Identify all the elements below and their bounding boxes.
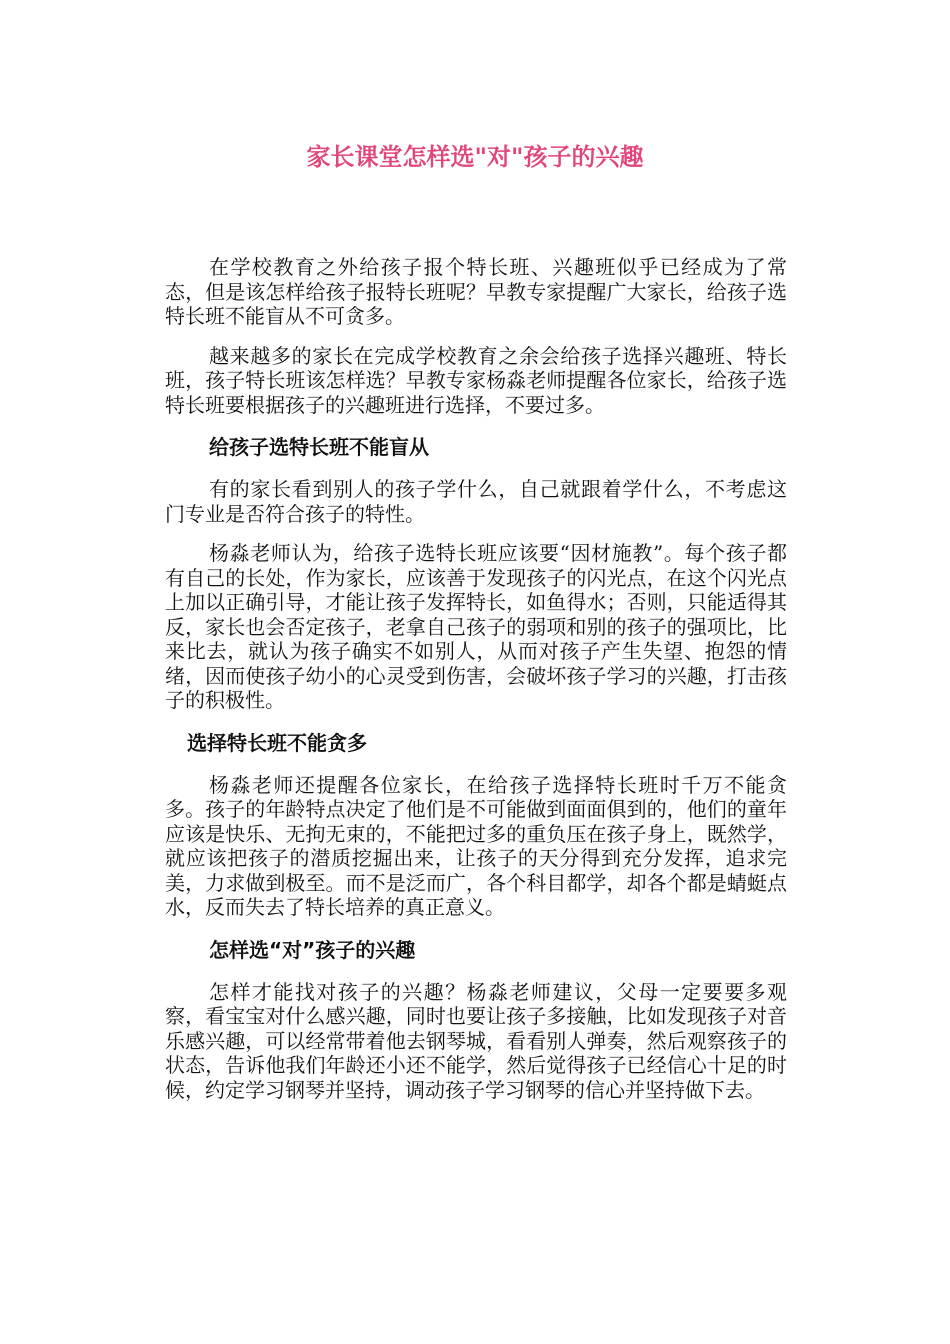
paragraph-intro-1: 在学校教育之外给孩子报个特长班、兴趣班似乎已经成为了常态，但是该怎样给孩子报特长班呢？早教专家提醒广大家长，给孩子选特长班不能盲从不可贪多。	[165, 255, 787, 328]
paragraph-section2-1: 杨淼老师还提醒各位家长，在给孩子选择特长班时千万不能贪多。孩子的年龄特点决定了他们是不可能做到面面俱到的，他们的童年应该是快乐、无拘无束的，不能把过多的重负压在孩子身上，既然学，就应该把孩子的潜质挖掘出来，让孩子的天分得到充分发挥，追求完美，力求做到极至。而不是泛而广，各个科目都学，却各个都是蜻蜓点水，反而失去了特长培养的真正意义。	[165, 772, 787, 919]
paragraph-section1-2: 杨淼老师认为，给孩子选特长班应该要“因材施教”。每个孩子都有自己的长处，作为家长，应该善于发现孩子的闪光点，在这个闪光点上加以正确引导，才能让孩子发挥特长，如鱼得水；否则，只能适得其反，家长也会否定孩子，老拿自己孩子的弱项和别的孩子的强项比，比来比去，就认为孩子确实不如别人，从而对孩子产生失望、抱怨的情绪，因而使孩子幼小的心灵受到伤害，会破坏孩子学习的兴趣，打击孩子的积极性。	[165, 541, 787, 712]
paragraph-section3-1: 怎样才能找对孩子的兴趣？杨淼老师建议，父母一定要要多观察，看宝宝对什么感兴趣，同时也要让孩子多接触，比如发现孩子对音乐感兴趣，可以经常带着他去钢琴城，看看别人弹奏，然后观察孩子的状态，告诉他我们年龄还小还不能学，然后觉得孩子已经信心十足的时候，约定学习钢琴并坚持，调动孩子学习钢琴的信心并坚持做下去。	[165, 979, 787, 1102]
document-title: 家长课堂怎样选"对"孩子的兴趣	[306, 143, 644, 171]
section-heading-no-blind-following: 给孩子选特长班不能盲从	[209, 435, 429, 459]
section-heading-choose-right-interest: 怎样选“对”孩子的兴趣	[209, 937, 416, 962]
section-heading-no-greed: 选择特长班不能贪多	[187, 730, 367, 755]
paragraph-intro-2: 越来越多的家长在完成学校教育之余会给孩子选择兴趣班、特长班，孩子特长班该怎样选？早教专家杨淼老师提醒各位家长，给孩子选特长班要根据孩子的兴趣班进行选择，不要过多。	[165, 343, 787, 417]
document-body	[165, 255, 787, 1117]
paragraph-section1-1: 有的家长看到别人的孩子学什么，自己就跟着学什么，不考虑这门专业是否符合孩子的特性。	[165, 477, 787, 526]
